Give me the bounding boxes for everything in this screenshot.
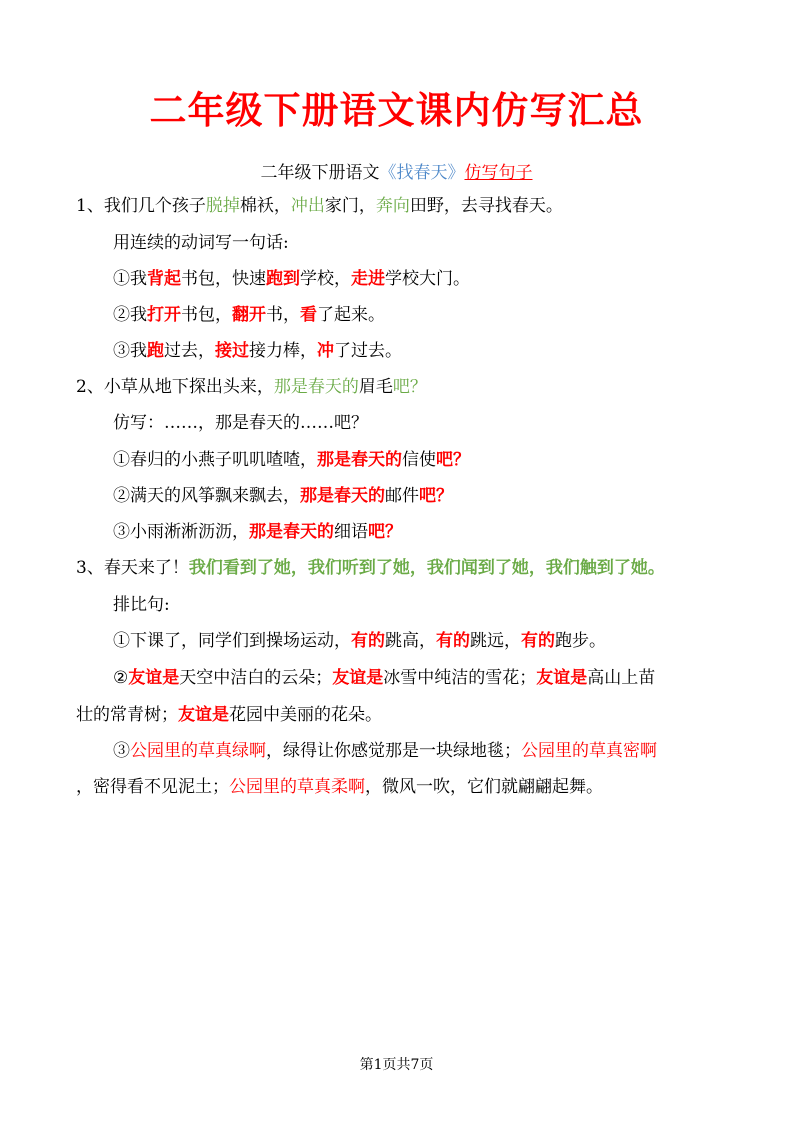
page-title: 二年级下册语文课内仿写汇总 [149, 89, 644, 132]
text: ，绿得让你感觉那是一块绿地毯； [266, 741, 521, 761]
highlight-red: 翻开 [232, 305, 266, 325]
text: 家门， [324, 196, 376, 216]
highlight-red: 接过 [215, 341, 249, 361]
highlight-red: 吧？ [419, 486, 453, 506]
highlight-red: 跑 [147, 341, 164, 361]
section1-example-2 [113, 303, 385, 327]
text: 壮的常青树； [76, 705, 178, 725]
section2-example-3 [113, 520, 402, 544]
section3-example-2-cont [76, 703, 382, 727]
highlight-red: 有的 [351, 631, 385, 651]
highlight-red: 吧？ [368, 522, 402, 542]
text: 花园中美丽的花朵。 [229, 705, 382, 725]
subtitle-book: 《找春天》 [379, 163, 465, 183]
text: 1、我们几个孩子 [76, 196, 206, 216]
highlight-red: 打开 [147, 305, 181, 325]
highlight-red: 公园里的草真柔啊 [229, 777, 365, 797]
highlight-red: 友谊是 [178, 705, 229, 725]
text: ③小雨淅淅沥沥， [113, 522, 249, 542]
highlight-green: 脱掉 [205, 196, 240, 216]
text: ①下课了，同学们到操场运动， [113, 631, 351, 651]
highlight-green: 我们看到了她，我们听到了她，我们闻到了她，我们触到了她。 [188, 558, 665, 578]
highlight-red: 友谊是 [536, 668, 588, 688]
text: 3、春天来了！ [76, 558, 189, 578]
highlight-red: 冲 [317, 341, 334, 361]
highlight-red: 那是春天的 [317, 450, 402, 470]
highlight-red: 友谊是 [128, 668, 180, 688]
text: ，微风一吹，它们就翩翩起舞。 [365, 777, 603, 797]
highlight-red: 公园里的草真密啊 [521, 741, 657, 761]
text: 棉袄， [239, 196, 291, 216]
text: ①我 [113, 269, 147, 289]
text: 跳远， [470, 631, 521, 651]
text: 2、小草从地下探出头来， [76, 377, 274, 397]
section2-example-1 [113, 448, 470, 472]
text: 接力棒， [249, 341, 317, 361]
highlight-red: 走进 [351, 269, 385, 289]
highlight-red: 有的 [521, 631, 555, 651]
text: 学校大门。 [385, 269, 470, 289]
text: 高山上苗 [587, 668, 656, 688]
section3-example-3-cont [76, 775, 603, 799]
highlight-red: 友谊是 [332, 668, 384, 688]
text: 信使 [402, 450, 436, 470]
text: 书， [266, 305, 300, 325]
section3-example-3 [113, 739, 657, 763]
text: ③ [113, 741, 130, 761]
highlight-red: 背起 [147, 269, 181, 289]
section1-hint: 用连续的动词写一句话: [113, 233, 289, 253]
section2-example-2 [113, 484, 453, 508]
text: 细语 [334, 522, 368, 542]
section1-example-3 [113, 339, 402, 363]
text: ②满天的风筝飘来飘去， [113, 486, 300, 506]
text: ①春归的小燕子叽叽喳喳， [113, 450, 317, 470]
text: 书包， [181, 305, 232, 325]
text: 跑步。 [555, 631, 606, 651]
highlight-red: 跑到 [266, 269, 300, 289]
section2-hint: 仿写：……，那是春天的……吧？ [113, 413, 368, 433]
subtitle [0, 158, 793, 183]
section1-sentence [76, 194, 563, 218]
page-footer: 第1页共7页 [359, 1057, 434, 1073]
highlight-red: 那是春天的 [300, 486, 385, 506]
text: ② [113, 668, 129, 688]
highlight-red: 那是春天的 [249, 522, 334, 542]
text: ②我 [113, 305, 147, 325]
section3-sentence [76, 556, 665, 580]
highlight-red: 公园里的草真绿啊 [130, 741, 266, 761]
text: 学校， [300, 269, 351, 289]
text: 了起来。 [317, 305, 385, 325]
text: 了过去。 [334, 341, 402, 361]
subtitle-prefix: 二年级下册语文 [260, 163, 380, 183]
section3-example-1 [113, 629, 606, 653]
highlight-green: 吧？ [392, 377, 427, 397]
section1-example-1 [113, 267, 470, 291]
text: ③我 [113, 341, 147, 361]
text: 田野，去寻找春天。 [409, 196, 563, 216]
highlight-green: 冲出 [290, 196, 325, 216]
section3-example-2 [113, 666, 655, 690]
highlight-red: 看 [300, 305, 317, 325]
text: 书包，快速 [181, 269, 266, 289]
highlight-green: 奔向 [375, 196, 410, 216]
text: 过去， [164, 341, 215, 361]
section2-sentence [76, 375, 427, 399]
highlight-red: 有的 [436, 631, 470, 651]
text: 天空中洁白的云朵； [179, 668, 333, 688]
subtitle-link[interactable]: 仿写句子 [464, 163, 533, 183]
highlight-red: 吧？ [436, 450, 470, 470]
text: 眉毛 [358, 377, 393, 397]
section3-hint: 排比句: [113, 595, 170, 615]
text: ，密得看不见泥土； [76, 777, 229, 797]
highlight-green: 那是春天的 [273, 377, 359, 397]
text: 冰雪中纯洁的雪花； [383, 668, 537, 688]
text: 跳高， [385, 631, 436, 651]
text: 邮件 [385, 486, 419, 506]
